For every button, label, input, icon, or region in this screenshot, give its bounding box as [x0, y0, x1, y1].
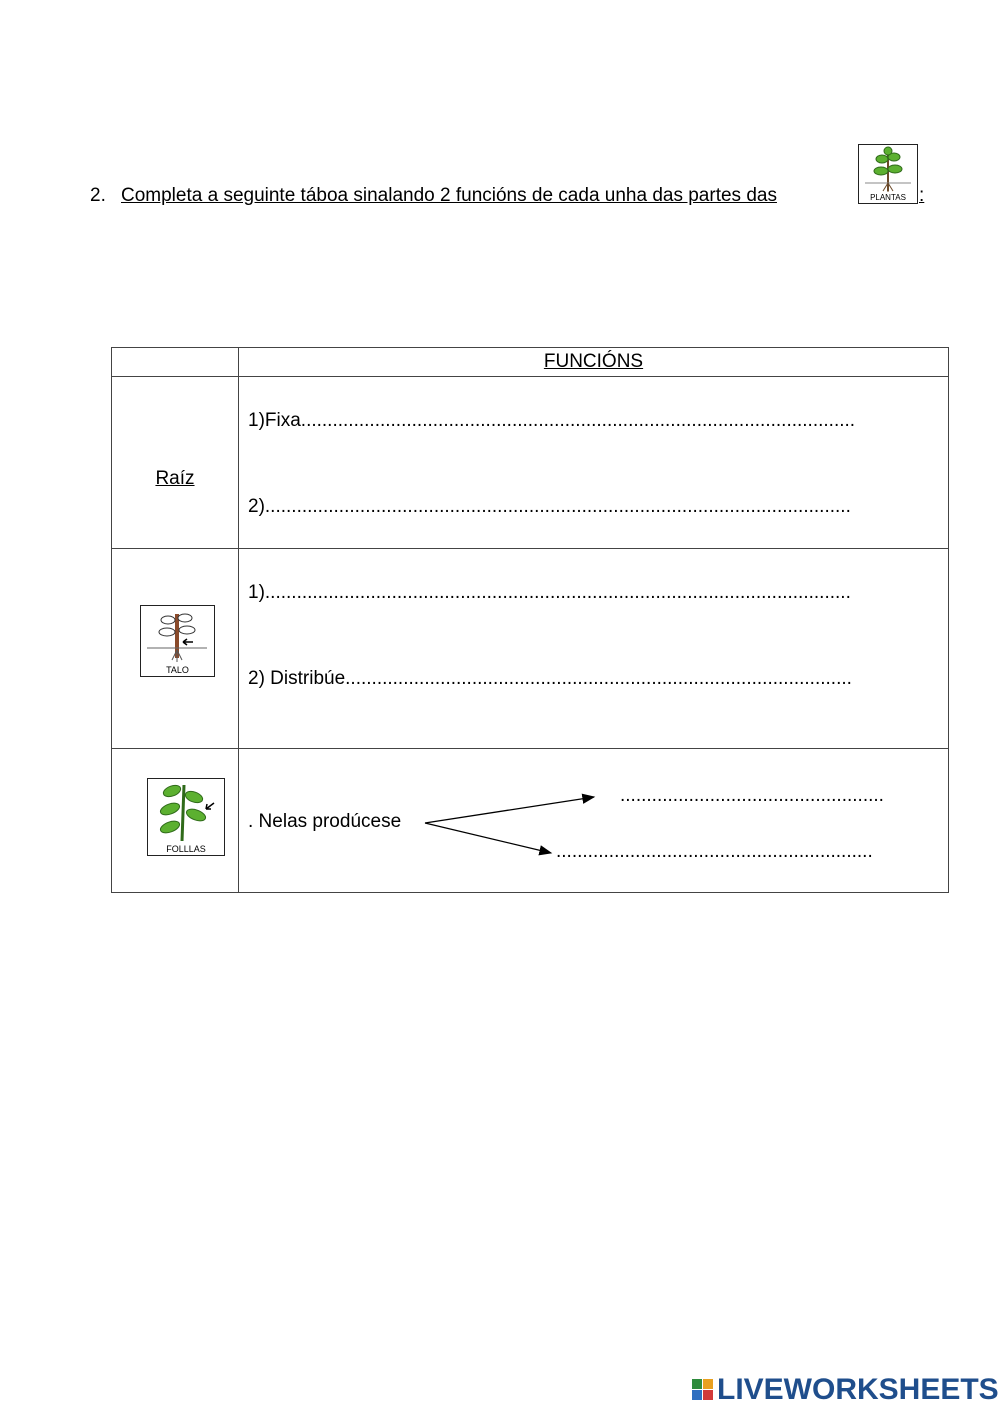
stem-drawing-icon	[141, 606, 213, 666]
table-row-raiz	[112, 377, 949, 549]
follas-functions-cell	[239, 749, 949, 893]
follas-answer-1[interactable]: ..................................................	[620, 785, 884, 806]
stem-icon-label: TALO	[166, 665, 189, 675]
question-colon: :	[919, 185, 925, 206]
header-funcions: FUNCIÓNS	[543, 351, 644, 372]
raiz-function-2[interactable]: 2)...............................................................................................................	[248, 496, 851, 517]
arrow-down	[425, 823, 551, 853]
talo-function-2[interactable]: 2) Distribúe................................................................................................	[248, 668, 852, 689]
stem-icon	[140, 605, 215, 677]
functions-table	[111, 347, 949, 893]
table-row-talo	[112, 549, 949, 749]
talo-function-1[interactable]: 1)...............................................................................................................	[248, 582, 851, 603]
raiz-label-cell	[112, 377, 239, 549]
table-header-row	[112, 348, 949, 377]
leaves-drawing-icon	[148, 779, 223, 843]
plant-drawing-icon	[859, 145, 917, 193]
liveworksheets-logo-icon	[692, 1379, 714, 1401]
question-line	[90, 185, 777, 207]
plants-icon-label: PLANTAS	[870, 193, 906, 202]
follas-answer-2[interactable]: ............................................................	[556, 841, 873, 862]
raiz-label: Raíz	[155, 468, 195, 489]
question-number: 2.	[90, 185, 106, 206]
header-empty-cell	[112, 348, 239, 377]
arrow-up	[425, 797, 594, 823]
table-row-follas	[112, 749, 949, 893]
question-text: Completa a seguinte táboa sinalando 2 funcións de cada unha das partes das	[121, 185, 777, 206]
talo-icon-cell	[112, 549, 239, 749]
raiz-functions-cell	[239, 377, 949, 549]
talo-functions-cell	[239, 549, 949, 749]
branching-arrows	[239, 749, 949, 893]
liveworksheets-brand: LIVEWORKSHEETS	[717, 1373, 999, 1406]
leaves-icon-label: FOLLLAS	[166, 844, 206, 854]
plants-icon	[858, 144, 918, 204]
leaves-icon	[147, 778, 225, 856]
follas-text: . Nelas prodúcese	[248, 811, 402, 832]
raiz-function-1[interactable]: 1)Fixa.........................................................................................................	[248, 410, 856, 431]
header-cell	[239, 348, 949, 377]
follas-icon-cell	[112, 749, 239, 893]
liveworksheets-footer	[692, 1373, 999, 1407]
